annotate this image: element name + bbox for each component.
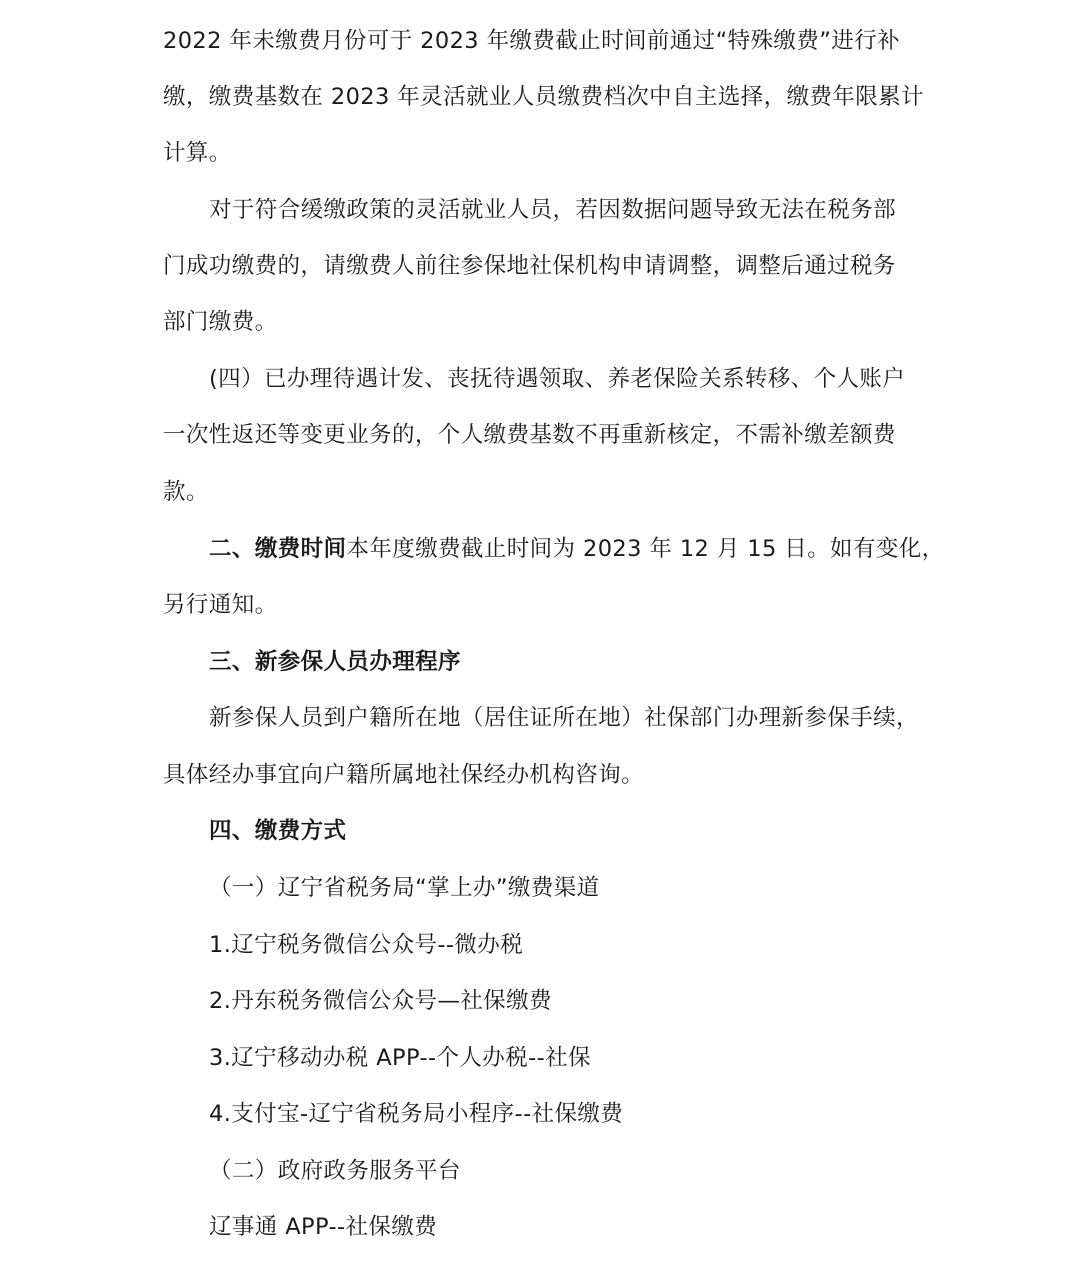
paragraph-line: 缴，缴费基数在 2023 年灵活就业人员缴费档次中自主选择，缴费年限累计 [163, 84, 924, 110]
paragraph-line: 2022 年未缴费月份可于 2023 年缴费截止时间前通过“特殊缴费”进行补 [163, 28, 900, 54]
section-three-number: 三、 [209, 649, 255, 675]
paragraph-line: 具体经办事宜向户籍所属地社保经办机构咨询。 [163, 762, 644, 788]
paragraph-line: 另行通知。 [163, 592, 278, 618]
list-item: 4.支付宝-辽宁省税务局小程序--社保缴费 [209, 1101, 624, 1127]
paragraph-line: 部门缴费。 [163, 309, 278, 335]
section-two-text: 本年度缴费截止时间为 2023 年 12 月 15 日。如有变化， [346, 536, 945, 562]
list-item: 3.辽宁移动办税 APP--个人办税--社保 [209, 1045, 591, 1071]
paragraph-line: 计算。 [163, 140, 232, 166]
section-four-number: 四、 [209, 818, 255, 844]
paragraph-line: 门成功缴费的，请缴费人前往参保地社保机构申请调整，调整后通过税务 [163, 253, 896, 279]
section-two-line [209, 529, 945, 569]
paragraph-line: 新参保人员到户籍所在地（居住证所在地）社保部门办理新参保手续， [209, 705, 919, 731]
subheading-line: （一）辽宁省税务局“掌上办”缴费渠道 [209, 875, 600, 901]
section-two-number: 二、 [209, 536, 255, 562]
section-two-heading: 缴费时间 [254, 536, 347, 562]
list-item: 2.丹东税务微信公众号—社保缴费 [209, 988, 552, 1014]
section-four-heading: 缴费方式 [254, 818, 347, 844]
paragraph-line: 款。 [163, 479, 209, 505]
section-four-line [209, 811, 923, 851]
section-three-line [209, 642, 923, 682]
paragraph-line: (四）已办理待遇计发、丧抚待遇领取、养老保险关系转移、个人账户 [209, 366, 906, 392]
section-three-heading: 新参保人员办理程序 [254, 649, 461, 675]
list-item: 1.辽宁税务微信公众号--微办税 [209, 932, 524, 958]
paragraph-line: 一次性返还等变更业务的，个人缴费基数不再重新核定，不需补缴差额费 [163, 422, 896, 448]
list-item: 辽事通 APP--社保缴费 [209, 1214, 438, 1240]
paragraph-line: 对于符合缓缴政策的灵活就业人员，若因数据问题导致无法在税务部 [209, 197, 897, 223]
subheading-line: （二）政府政务服务平台 [209, 1158, 461, 1184]
